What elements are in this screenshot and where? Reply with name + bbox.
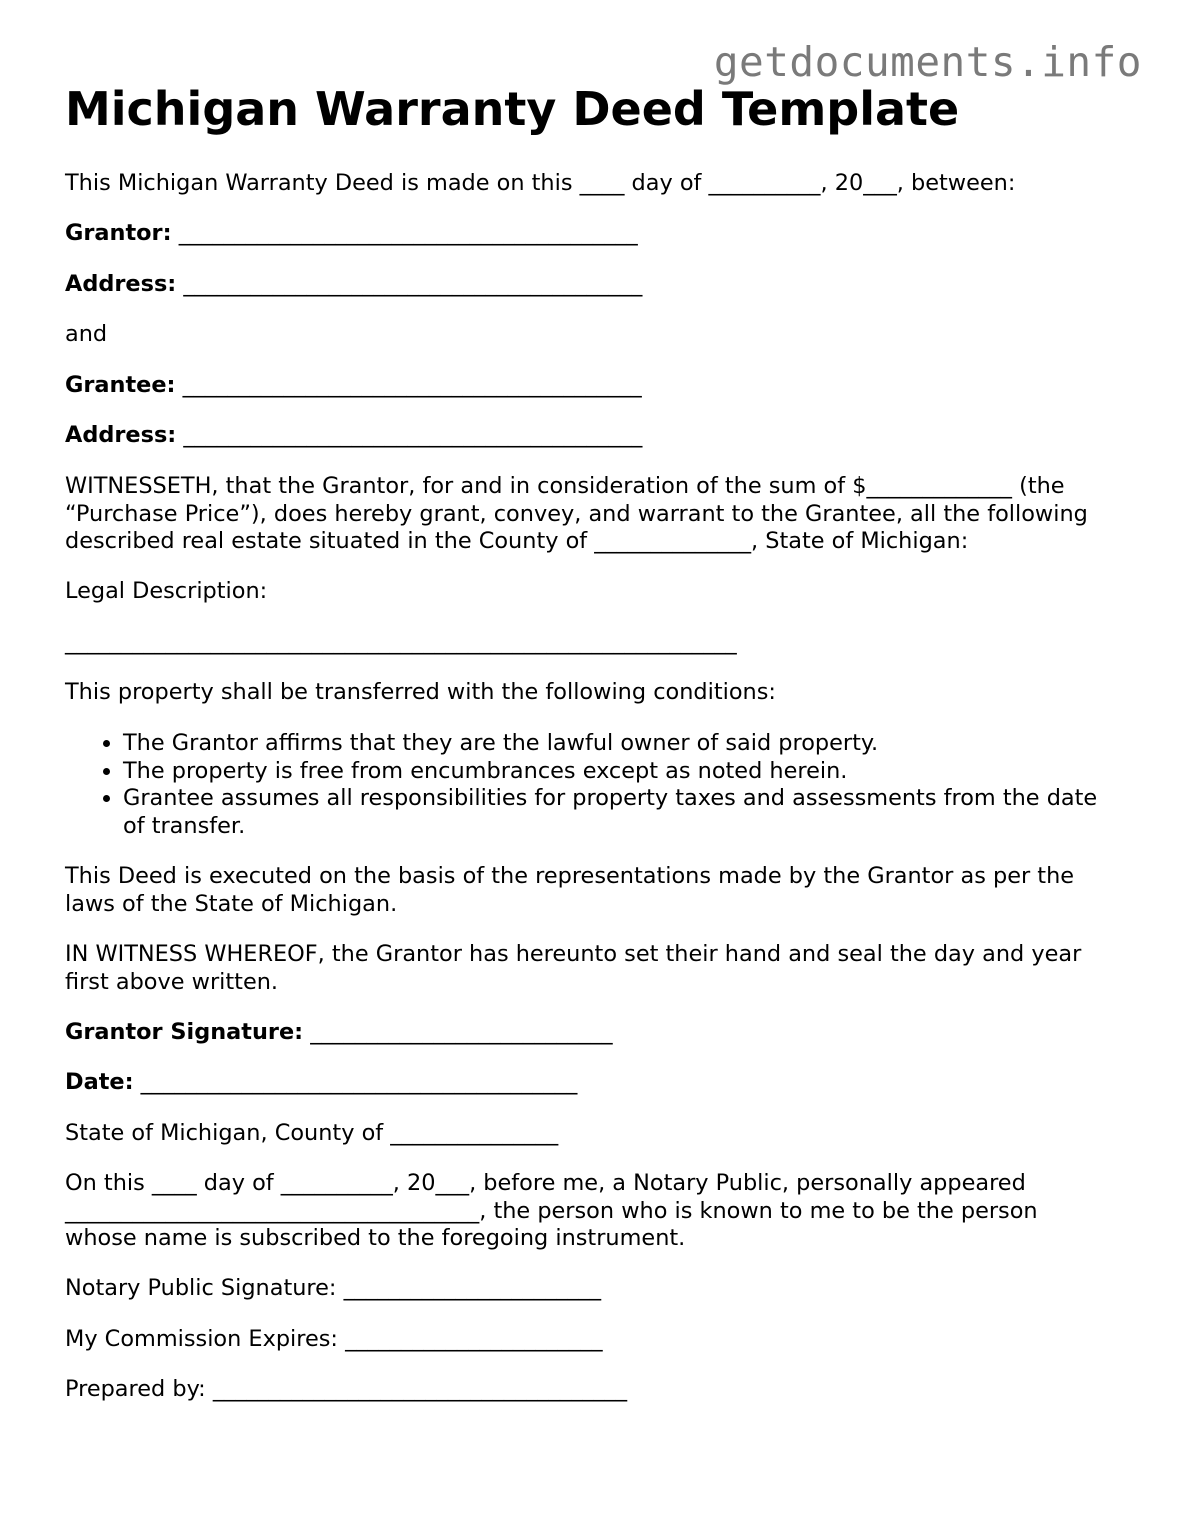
- state-county-line: State of Michigan, County of _______________: [65, 1120, 559, 1146]
- grantor-field: [65, 220, 638, 248]
- and-text: and: [65, 321, 108, 347]
- notary-signature-line: Notary Public Signature: _______________________: [65, 1275, 602, 1301]
- document-title: Michigan Warranty Deed Template: [65, 82, 960, 136]
- list-item: • The property is free from encumbrances except as noted herein.: [123, 758, 1123, 786]
- conditions-intro: This property shall be transferred with the following conditions:: [65, 679, 776, 705]
- date-label: Date:: [65, 1069, 134, 1095]
- list-item: • The Grantor affirms that they are the lawful owner of said property.: [123, 730, 1123, 758]
- conditions-list: [65, 730, 1123, 840]
- grantor-address-blank: _________________________________________: [183, 271, 643, 297]
- grantee-label: Grantee:: [65, 372, 176, 398]
- execution-paragraph: This Deed is executed on the basis of the representations made by the Grantor as per the laws of the State of Michigan.: [65, 863, 1075, 917]
- watermark: getdocuments.info: [713, 38, 1142, 86]
- grantee-address-field: [65, 422, 642, 450]
- witnesseth-paragraph: WITNESSETH, that the Grantor, for and in consideration of the sum of $_____________ (the “Purchase Price”), does hereby grant, convey, and warrant to the Grantee, all the following described real estate situated in the County of ______________, State of Michigan:: [65, 473, 1088, 554]
- grantor-address-label: Address:: [65, 271, 177, 297]
- legal-description-blank: ____________________________________________________________: [65, 629, 737, 655]
- date-field: [65, 1069, 577, 1097]
- grantor-label: Grantor:: [65, 220, 172, 246]
- grantor-signature-field: [65, 1019, 613, 1047]
- grantee-blank: _________________________________________: [182, 372, 642, 398]
- grantor-address-field: [65, 271, 642, 299]
- prepared-by-line: Prepared by: _____________________________________: [65, 1376, 628, 1402]
- grantor-signature-label: Grantor Signature:: [65, 1019, 304, 1045]
- grantor-signature-blank: ___________________________: [310, 1019, 613, 1045]
- commission-expires-line: My Commission Expires: _______________________: [65, 1326, 603, 1352]
- grantee-address-blank: _________________________________________: [183, 422, 643, 448]
- grantor-blank: _________________________________________: [178, 220, 638, 246]
- notary-paragraph: On this ____ day of __________, 20___, before me, a Notary Public, personally appeared _____________________________________, the person who is known to me to be the person whose name is subscribed to the foregoing instrument.: [65, 1170, 1038, 1251]
- intro-line: This Michigan Warranty Deed is made on this ____ day of __________, 20___, between:: [65, 170, 1016, 196]
- list-item: • Grantee assumes all responsibilities for property taxes and assessments from the date of transfer.: [123, 785, 1123, 840]
- grantee-field: [65, 372, 642, 400]
- in-witness-paragraph: IN WITNESS WHEREOF, the Grantor has hereunto set their hand and seal the day and year first above written.: [65, 941, 1082, 995]
- date-blank: _______________________________________: [140, 1069, 578, 1095]
- grantee-address-label: Address:: [65, 422, 177, 448]
- legal-description-label: Legal Description:: [65, 578, 268, 604]
